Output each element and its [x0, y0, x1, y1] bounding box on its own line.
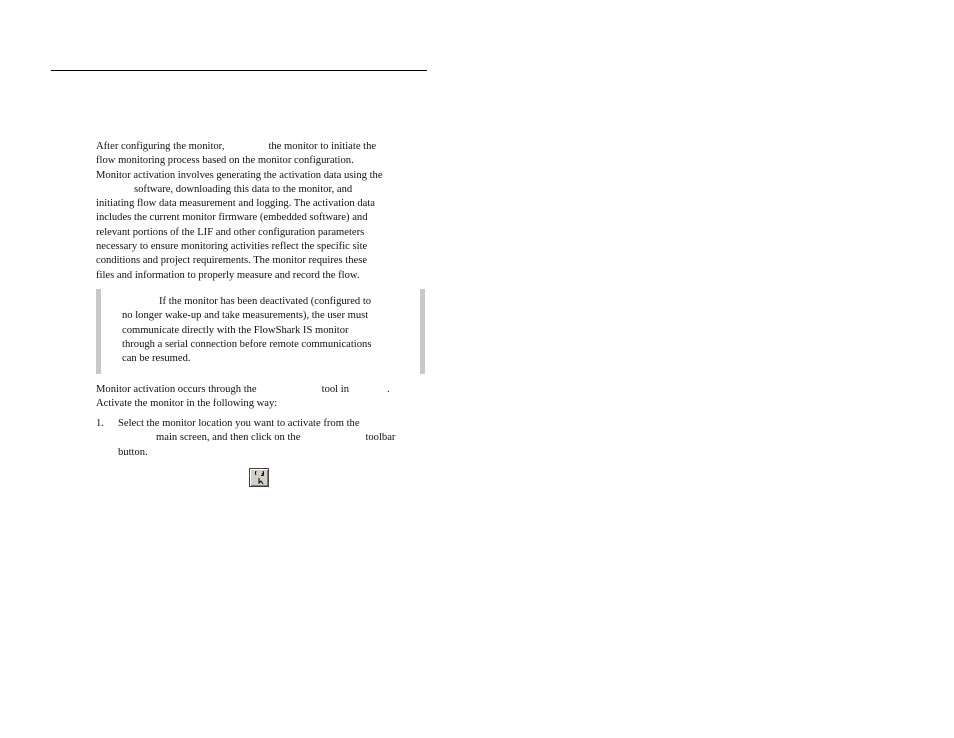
- activate-monitor-icon: [253, 471, 266, 485]
- intro-line-6: includes the current monitor firmware (embedded software) and: [96, 212, 368, 224]
- intro-line-7: relevant portions of the LIF and other configuration parameters: [96, 226, 365, 238]
- activation-paragraph: [96, 383, 390, 412]
- note-line-1: If the monitor has been deactivated (configured to: [159, 296, 372, 307]
- note-line-4: through a serial connection before remote communications: [122, 338, 372, 350]
- activation-line-1a: Monitor activation occurs through the: [96, 384, 257, 395]
- intro-line-1a: After configuring the monitor,: [96, 141, 225, 152]
- intro-line-2: flow monitoring process based on the monitor configuration.: [96, 155, 354, 167]
- intro-line-10: files and information to properly measure and record the flow.: [96, 269, 360, 281]
- intro-line-4: software, downloading this data to the monitor, and: [134, 183, 353, 195]
- header-rule: [51, 70, 427, 71]
- note-callout: [96, 289, 425, 374]
- activate-toolbar-button[interactable]: [249, 468, 269, 487]
- activation-line-1b: tool in: [321, 384, 350, 395]
- note-line-3: communicate directly with the FlowShark IS monitor: [122, 324, 349, 336]
- intro-line-9: conditions and project requirements. The monitor requires these: [96, 255, 368, 267]
- intro-line-5: initiating flow data measurement and logging. The activation data: [96, 198, 375, 210]
- step-line-1: Select the monitor location you want to activate from the: [118, 418, 360, 429]
- note-line-2: no longer wake-up and take measurements), the user must: [122, 310, 369, 322]
- note-text: [122, 295, 371, 366]
- intro-paragraph: [96, 140, 420, 283]
- step-line-2a: main screen, and then click on the: [156, 432, 301, 444]
- step-text: [118, 417, 395, 460]
- step-line-2b: toolbar: [365, 432, 396, 444]
- activation-line-2: Activate the monitor in the following way:: [96, 398, 278, 410]
- activation-line-1c: .: [387, 384, 390, 395]
- step-number: 1.: [96, 418, 104, 429]
- note-line-5: can be resumed.: [122, 353, 191, 365]
- step-line-3: button.: [118, 446, 148, 458]
- intro-line-8: necessary to ensure monitoring activities reflect the specific site: [96, 241, 368, 253]
- intro-line-3: Monitor activation involves generating the activation data using the: [96, 169, 383, 181]
- intro-line-1b: the monitor to initiate the: [268, 141, 377, 152]
